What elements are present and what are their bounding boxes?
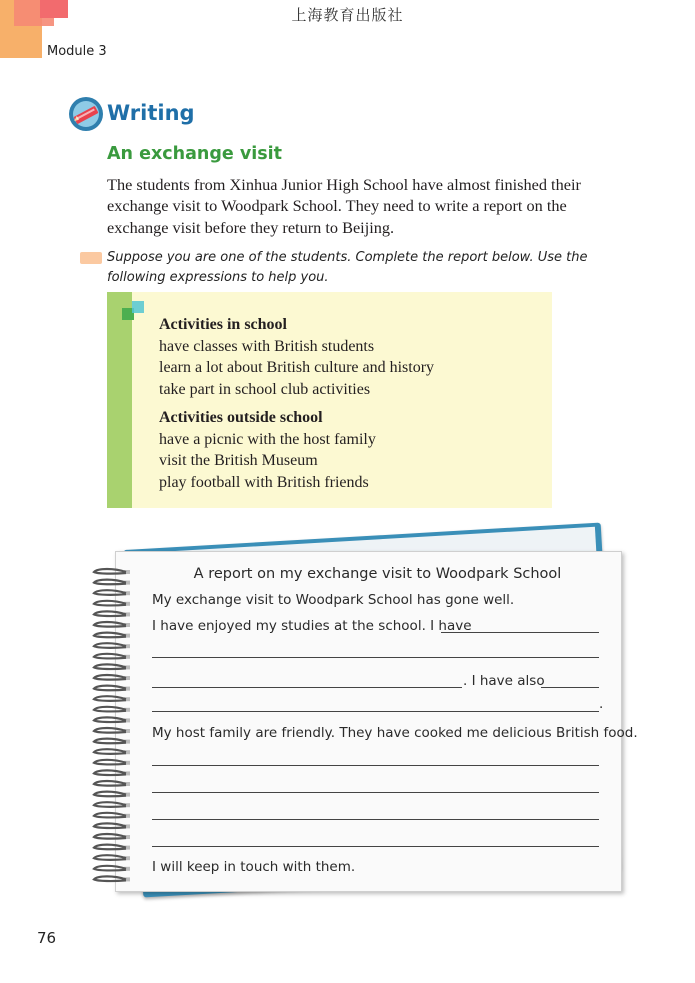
section-title: Writing <box>107 101 195 125</box>
expressions-list <box>159 314 434 493</box>
answer-blank[interactable] <box>152 765 599 766</box>
expressions-heading-outside-school: Activities outside school <box>159 409 323 426</box>
answer-blank[interactable] <box>152 819 599 820</box>
report-title: A report on my exchange visit to Woodpark School <box>193 566 562 582</box>
report-line: I have enjoyed my studies at the school. I have <box>152 618 472 634</box>
report-line: My host family are friendly. They have cooked me delicious British food. <box>152 725 638 741</box>
page-number: 76 <box>37 929 57 947</box>
expressions-heading-in-school: Activities in school <box>159 316 287 333</box>
report-line: I will keep in touch with them. <box>152 859 356 875</box>
intro-paragraph: The students from Xinhua Junior High School have almost finished their exchange visit to Woodpark School. They need to write a report on the exchange visit before they return to Beijing. <box>107 175 581 237</box>
instruction-bullet <box>80 252 102 264</box>
expression-item: have classes with British students <box>159 337 375 355</box>
answer-blank[interactable] <box>441 632 599 633</box>
instruction-text: Suppose you are one of the students. Complete the report below. Use the following expressions to help you. <box>107 250 588 285</box>
answer-blank[interactable] <box>541 687 599 688</box>
report-punctuation: . <box>599 696 604 712</box>
expression-item: visit the British Museum <box>159 452 318 469</box>
report-punctuation: . I have also <box>463 673 545 689</box>
module-label: Module 3 <box>47 44 107 59</box>
answer-blank[interactable] <box>152 657 599 658</box>
writing-icon <box>68 96 104 132</box>
expression-item: play football with British friends <box>159 473 369 491</box>
report-line: My exchange visit to Woodpark School has gone well. <box>152 592 515 608</box>
expression-item: learn a lot about British culture and history <box>159 359 435 376</box>
box-decoration-square <box>132 301 144 313</box>
answer-blank[interactable] <box>152 711 599 712</box>
answer-blank[interactable] <box>152 687 462 688</box>
expressions-box-stripe <box>107 292 132 508</box>
section-subtitle: An exchange visit <box>107 144 283 164</box>
answer-blank[interactable] <box>152 846 599 847</box>
spiral-binding-icon <box>84 560 134 890</box>
expression-item: have a picnic with the host family <box>159 430 376 448</box>
answer-blank[interactable] <box>152 792 599 793</box>
publisher-header: 上海教育出版社 <box>291 6 404 24</box>
expression-item: take part in school club activities <box>159 380 371 398</box>
